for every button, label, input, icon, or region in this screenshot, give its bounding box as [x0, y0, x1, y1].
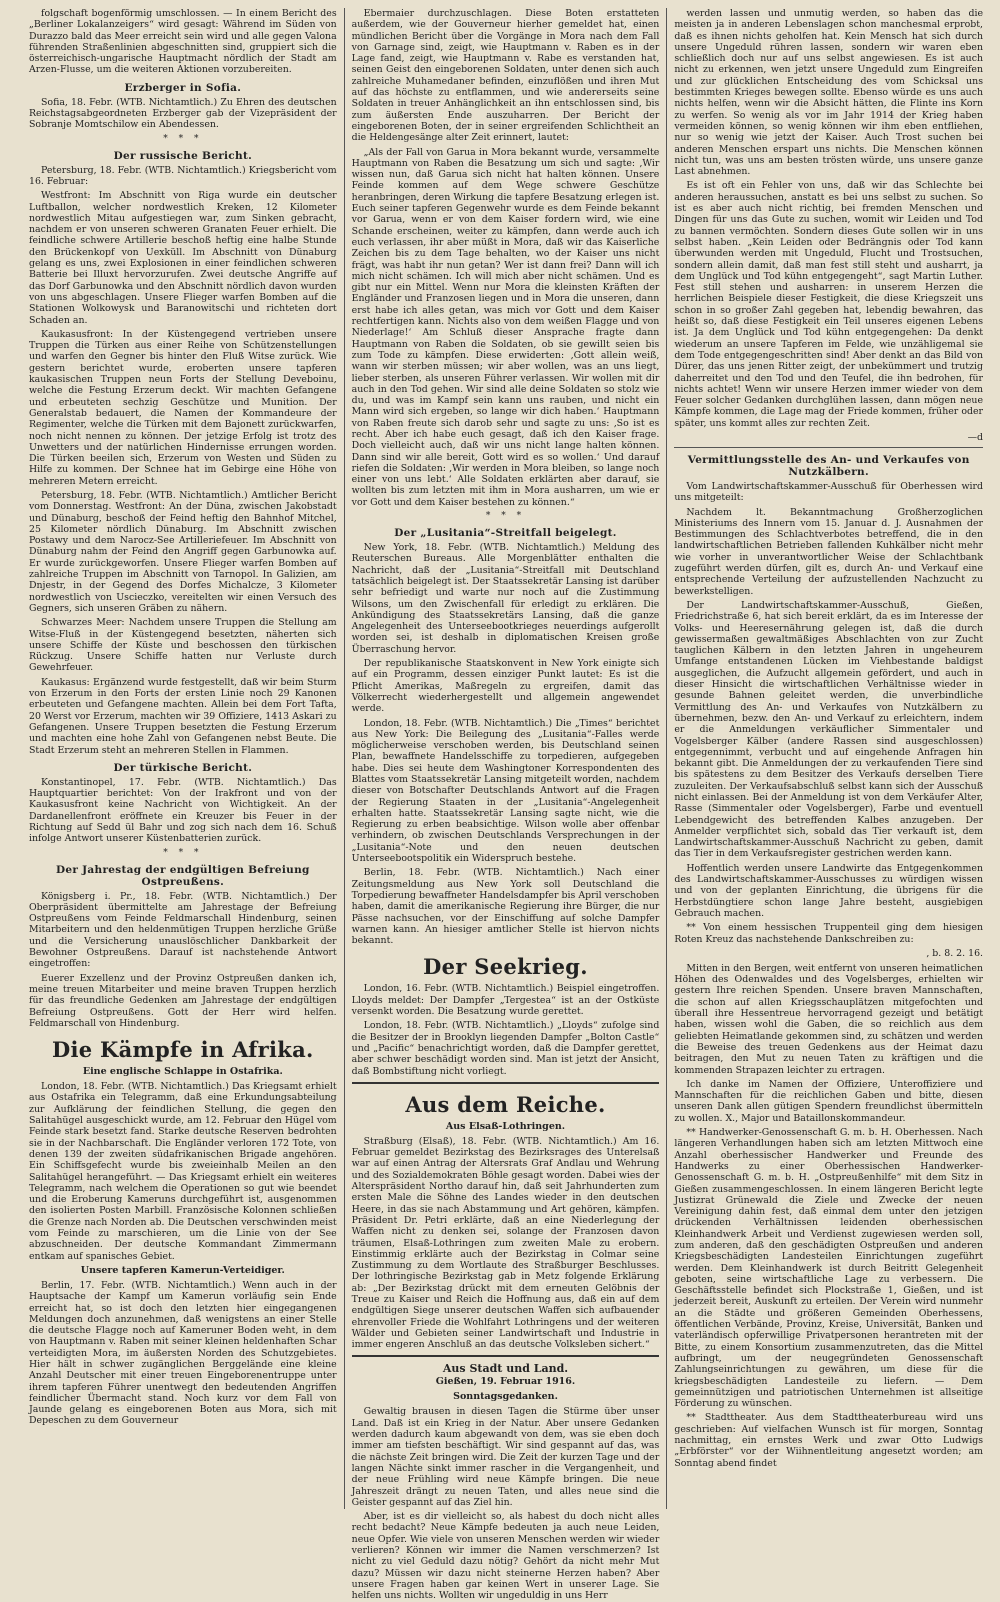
article-text: Der republikanische Staatskonvent in New York einigte sich auf ein Programm, dessen einziger Punkt lautet: Es ist die Pflicht Amerikas, Maßregeln zu ergreifen, damit das Völkerrecht wiederhergestellt und allgemein angewendet werde.	[351, 658, 660, 715]
article-text: Es ist oft ein Fehler von uns, daß wir das Schlechte bei anderen heraussuchen, anstatt es bei uns selbst zu suchen. So ist es aber auch nicht richtig, bei fremden Menschen und Dingen für uns das Gute zu suchen, womit wir Leiden und Tod zu bannen vermöchten. Sondern dieses Gute sollen wir in uns selbst haben. „Kein Leiden oder Bedrängnis oder Tod kann überwunden werden mit Ungeduld, Flucht und Trostsuchen, sondern allein damit, daß man fest still steht und ausharrt, ja dem Unglück und Tod kühn entgegengeht“, sagt Martin Luther. Fest still stehen und ausharren: in unserem Herzen die herrlichen Beispiele dieser Festigkeit, die diese Kriegszeit uns schon in so großer Zahl gegeben hat, lebendig bewahren, das heißt so, daß diese Festigkeit ein Teil unseres eigenen Lebens ist. Ja dem Unglück und Tod kühn entgegengehen: Da denkt wiederum an unsere Tapferen im Felde, wie unzähligemal sie dem Tode entgegengeschritten sind! Aber denkt an das Bild von Dürer, das uns jenen Ritter zeigt, der unbekümmert und trutzig daherreitet und den Tod und den Teufel, die ihn bedrohen, für nichts achtet! Wenn wir unsere Herzen immer wieder von dem Feuer solcher Gedanken durchglühen lassen, dann mögen neue Kämpfe kommen, die Lage mag der Friede kommen, früher oder später, uns kommt alles zur rechten Zeit.	[674, 180, 984, 429]
article-text: Sofia, 18. Febr. (WTB. Nichtamtlich.) Zu Ehren des deutschen Reichstagsabgeordneten Erzberger gab der Vizepräsident der Sobranje Momtschilow ein Abendessen.	[29, 96, 337, 131]
article-text: Konstantinopel, 17. Febr. (WTB. Nichtamtlich.) Das Hauptquartier berichtet: Von der Irakfront und von der Kaukasusfront keine Nachricht von Wichtigkeit. An der Dardanellenfront eröffnete ein Kreuzer bis Feuer in der Richtung auf Sedd ül Bahr und zog sich nach dem 16. Schuß infolge Antwort unserer Küstenbatterien zurück.	[29, 776, 337, 845]
headline: Erzberger in Sofia.	[124, 81, 242, 94]
article-text: Straßburg (Elsaß), 18. Febr. (WTB. Nichtamtlich.) Am 16. Februar gemeldet Bezirkstag des Bezirksrages des Unterelsaß war auf einen Antrag der Altersrats Graf Andlau und Wehrung und des Sozialdemokraten Böhle gesagt worden. Dabei wies der Alterspräsident Northo darauf hin, daß seit Jahrhunderten zum ersten Male die Söhne des Landes wieder in den deutschen Heere, in das sie nach Abstammung und Art gehören, kämpfen. Präsident Dr. Petri erklärte, daß an eine Niederlegung der Waffen nicht zu denken sei, solange der Franzosen davon träumen, Elsaß-Lothringen zum zweiten Male zu erobern. Einstimmig erklärte auch der Bezirkstag in Colmar seine Zustimmung zu dem Wortlaute des Straßburger Beschlusses. Der lothringische Bezirkstag gab in Metz folgende Erklärung ab: „Der Bezirkstag drückt mit dem erneuten Gelöbnis der Treue zu Kaiser und Reich die Hoffnung aus, daß ein auf dem endgültigen Siege unserer deutschen Waffen sich aufbauender ehrenvoller Friede die Wohlfahrt Lothringens und der weiteren Wälder und Gebieten seiner Landwirtschaft und Industrie in immer engeren Anschluß an das deutsche Volksleben sichert.“	[351, 1135, 660, 1351]
separator: * * *	[163, 133, 203, 144]
divider	[352, 1082, 660, 1084]
headline: Der türkische Bericht.	[113, 761, 253, 774]
article-text: London, 18. Febr. (WTB. Nichtamtlich.) „Lloyds“ zufolge sind die Besitzer der in Brooklyn liegenden Dampfer „Bolton Castle“ und „Pacific“ benachrichtigt worden, daß die Dampfer gerettet, aber schwer beschädigt worden sind. Man ist jetzt der Ansicht, daß Bombstiftung nicht vorliegt.	[351, 1020, 660, 1077]
article-text: ** Stadttheater. Aus dem Stadttheaterbureau wird uns geschrieben: Auf vielfachen Wunsch ist für morgen, Sonntag nachmittag, ein ernstes Werk und zwar Otto Ludwigs „Erbförster“ vor der Wiihnentleitung angesetzt worden; am Sonntag abend findet	[674, 1412, 984, 1469]
headline: Vermittlungsstelle des An- und Verkaufes von Nutzkälbern.	[687, 453, 970, 478]
separator: * * *	[163, 847, 203, 858]
article-text: Vom Landwirtschaftskammer-Ausschuß für Oberhessen wird uns mitgeteilt:	[674, 480, 984, 504]
dateline: Gießen, 19. Februar 1916.	[435, 1376, 576, 1388]
section-headline: Die Kämpfe in Afrika.	[52, 1037, 314, 1063]
subheadline: Eine englische Schlappe in Ostafrika.	[82, 1066, 283, 1078]
headline: Der russische Bericht.	[113, 149, 253, 162]
article-text: ** Handwerker-Genossenschaft G. m. b. H. Oberhessen. Nach längeren Verhandlungen haben sich am letzten Mittwoch eine Anzahl oberhessischer Handwerker und Freunde des Handwerks zu einer Oberhessischen Handwerker-Genossenschaft G. m. b. H. „Ostpreußenhilfe“ mit dem Sitz in Gießen zusammengeschlossen. In einem längeren Bericht legte Justizrat Grünewald die Ziele und Zwecke der neuen Vereinigung dahin fest, daß einmal dem unter den jetzigen drückenden Verhältnissen leidenden oberhessischen Kleinhandwerk Arbeit und Verdienst zugewiesen werden soll, zum anderen, daß den geschädigten Ostpreußen und anderen Kriegsbeschädigten Landesteilen Einrichtungen zugeführt werden. Dem Kleinhandwerk ist durch Beitritt Gelegenheit geboten, seine wirtschaftliche Lage zu verbessern. Die Geschäftsstelle befindet sich Plockstraße 1, Gießen, und ist jederzeit bereit, Auskunft zu erteilen. Der Verein wird nunmehr an die Städte und größeren Gemeinden Oberhessens, öffentlichen Verbände, Provinz, Kreise, Universität, Banken und vaterländisch opferwillige Privatpersonen herantreten mit der Bitte, zu einem Konsortium zusammenzutreten, das die Mittel aufbringt, um der neugegründeten Genossenschaft Zahlungseinrichtungen zu gewähren, um diese für die kriegsbeschädigten Landesteile zu liefern. — Dem gemeinnützigen und patriotischen Unternehmen ist allseitige Förderung zu wünschen.	[674, 1127, 984, 1410]
article-text: folgschaft bogenförmig umschlossen. — In einem Bericht des „Berliner Lokalanzeigers“ wird gesagt: Während im Süden von Durazzo bald das Meer erreicht sein wird und alle gegen Valona führenden Straßenlinien abgeschnitten sind, gruppiert sich die österreichisch-ungarische Hauptmacht nördlich der Stadt am Arzen-Flusse, um die weiteren Aktionen vorzubereiten.	[29, 8, 337, 76]
section-headline: Aus Stadt und Land.	[442, 1362, 569, 1376]
article-text: Ebermaier durchzuschlagen. Diese Boten erstatteten außerdem, wie der Gouverneur hierher gemeldet hat, einen mündlichen Bericht über die Vorgänge in Mora nach dem Fall von Garnage sind, zeigt, wie Hauptmann v. Raben es in der Lage fand, zeigt, wie Hauptmann v. Rabe es verstanden hat, seinen Geist den eingeborenen Soldaten, unter denen sich auch zahlreiche Muhamedaner befinden, einzuflößen und ihren Mut auf das höchste zu entflammen, und wie andererseits seine Soldaten in treuer Anhänglichkeit an ihn entschlossen sind, bis zum äußersten Ende auszuharren. Der Bericht der eingeborenen Boten, der in seiner ergreifenden Schlichtheit an die Heldengesänge alter Zeit erinnert, lautet:	[351, 8, 660, 144]
article-text: London, 18. Febr. (WTB. Nichtamtlich.) Die „Times“ berichtet aus New York: Die Beilegung des „Lusitania“-Falles werde möglicherweise verschoben werden, bis Deutschland seinen Plan, bewaffnete Handelsschiffe zu torpedieren, aufgegeben habe. Dies sei heute dem Washingtoner Korrespondenten des Blattes vom Staatssekretär Lansing mitgeteilt worden, nachdem dieser von Botschafter Deutschlands Antwort auf die Fragen der Regierung Staaten in der „Lusitania“-Angelegenheit erhalten hatte. Staatssekretär Lansing sagte nicht, wie die Regierung zu erben beabsichtige. Wilson wolle aber offenbar verhindern, ob zwischen Deutschlands Versprechungen in der „Lusitania“-Note und den neuen deutschen Unterseebootspolitik ein Widerspruch bestehe.	[351, 717, 660, 865]
article-text: Berlin, 17. Febr. (WTB. Nichtamtlich.) Wenn auch in der Hauptsache der Kampf um Kamerun vorläufig sein Ende erreicht hat, so ist doch den letzten hier eingegangenen Meldungen doch anzunehmen, daß wenigstens an einer Stelle die deutsche Flagge noch auf Kameruner Boden weht, in dem von Hauptmann v. Raben mit seiner kleinen heldenhaften Schar verteidigten Mora, im äußersten Norden des Schutzgebietes. Hier hält in schwer zugänglichen Berggelände eine kleine Anzahl Deutscher mit einer treuen Eingeborenentruppe unter ihrem tapferen Führer unentwegt den bedeutenden Angriffen feindlicher Übermacht stand. Noch kurz vor dem Fall von Jaunde gelang es eingeborenen Boten aus Mora, sich mit Depeschen zu dem Gouverneur	[29, 1279, 337, 1427]
divider	[352, 1355, 660, 1357]
article-text: Westfront: Im Abschnitt von Riga wurde ein deutscher Luftballon, welcher nordwestlich Kreken, 12 Kilometer nordwestlich Mitau aufgestiegen war, zum Sinken gebracht, nachdem er von unseren schweren Granaten Feuer erhielt. Die feindliche schwere Artillerie beschoß heftig eine halbe Stunde den Brückenkopf von Uexküll. Im Abschnitt von Dünaburg gelang es uns, zwei Explosionen in einer feindlichen schweren Batterie bei Illuxt hervorzurufen. Zwei deutsche Angriffe auf das Dorf Garbunowka und den Abschnitt nördlich davon wurden von uns abgeschlagen. Unsere Flieger warfen Bomben auf die Stationen Wolkowysk und Baranowitschi und richteten dort Schaden an.	[29, 190, 337, 326]
article-text: ** Von einem hessischen Truppenteil ging dem hiesigen Roten Kreuz das nachstehende Dankschreiben zu:	[674, 922, 984, 945]
subheadline: Sonntagsgedanken.	[453, 1391, 558, 1403]
divider	[674, 447, 983, 448]
column-3	[667, 8, 990, 1509]
article-text: werden lassen und unmutig werden, so haben das die meisten ja in anderen Lebenslagen schon manchesmal erprobt, daß es ihnen nichts geholfen hat. Kein Mensch hat sich durch unsere Ungeduld rühren lassen, sondern wir waren eben schließlich doch nur auf uns selbst angewiesen. Es ist auch nicht zu erkennen, wen jetzt unsere Ungeduld zum Eingreifen und zur glücklichen Entscheidung des vom Schicksal uns bestimmten Krieges bewegen sollte. Ebenso würde es uns auch nichts helfen, wenn wir die Absicht hätten, die Flinte ins Korn zu werfen. So wenig als vor im Jahr 1914 der Krieg haben vermeiden können, so wenig können wir ihm eben entfliehen, nur so wenig wie jetzt der Kaiser. Auch Trost suchen bei anderen Menschen erspart uns nichts. Die Menschen können nicht tun, was uns am besten trösten würde, uns unsere ganze Last abnehmen.	[674, 8, 984, 178]
column-2	[345, 8, 668, 1602]
dateline: , b. 8. 2. 16.	[926, 947, 984, 959]
headline: Der Jahrestag der endgültigen Befreiung Ostpreußens.	[55, 863, 310, 888]
separator: * * *	[485, 511, 526, 522]
article-text: Kaukasus: Ergänzend wurde festgestellt, daß wir beim Sturm von Erzerum in den Forts der ersten Linie noch 29 Kanonen erbeuteten und Gefangene machten. Allein bei dem Fort Tafta, 20 Werst vor Erzerum, machten wir 39 Offiziere, 1413 Askari zu Gefangenen. Unsere Truppen besetzten die Festung Erzerum und machten eine hohe Zahl von Gefangenen nebst Beute. Die Stadt Erzerum steht an mehreren Stellen in Flammen.	[29, 676, 337, 756]
article-text: New York, 18. Febr. (WTB. Nichtamtlich.) Meldung des Reuterschen Bureaus. Alle Morgenblätter enthalten die Nachricht, daß der „Lusitania“-Streitfall mit Deutschland tatsächlich beigelegt ist. Der Staatssekretär Lansing ist darüber sehr befriedigt und warte nur noch auf die Zustimmung Wilsons, um den Zwischenfall für erledigt zu erklären. Die Ankündigung des Staatssekretärs Lansing, daß die ganze Angelegenheit des Unterseebootkrieges neuerdings aufgerollt worden sei, ist deshalb in diplomatischen Kreisen große Überraschung hervor.	[351, 542, 660, 655]
article-text: Hoffentlich werden unsere Landwirte das Entgegenkommen des Landwirtschaftskammer-Ausschusses zu würdigen wissen und von der geplanten Einrichtung, die übrigens für die Herbstdüngtiere schon lange Jahre besteht, ausgiebigen Gebrauch machen.	[674, 862, 984, 919]
article-text: Gewaltig brausen in diesen Tagen die Stürme über unser Land. Daß ist ein Krieg in der Natur. Aber unsere Gedanken werden dadurch kaum abgewandt von dem, was sie eben doch immer am tiefsten beschäftigt. Wir sind gespannt auf das, was die nächste Zeit bringen wird. Die Zeit der kurzen Tage und der langen Nächte sinkt immer rascher in die Vergangenheit, und der neue Frühling wird neue Kämpfe bringen. Die neue Jahreszeit drängt zu neuen Taten, und alles neue sind die Geister gespannt auf das Ziel hin.	[351, 1406, 660, 1508]
article-text: Aber, ist es dir vielleicht so, als habest du doch nicht alles recht bedacht? Neue Kämpfe bedeuten ja auch neue Leiden, neue Opfer. Wie viele von unseren Menschen werden wir wieder verlieren? Können wir immer die Namen verschmerzen? Ist nicht zu viel Geduld dazu nötig? Gehört da nicht mehr Mut dazu? Müssen wir dazu nicht steinerne Herzen haben? Aber unsere Fragen haben gar keinen Wert in unserer Lage. Sie helfen uns nichts. Wollten wir ungeduldig in uns Herr	[351, 1511, 660, 1602]
article-text: „Als der Fall von Garua in Mora bekannt wurde, versammelte Hauptmann von Raben die Besatzung um sich und sagte: ‚Wir wissen nun, daß Garua sich nicht hat halten können. Unsere Feinde kommen auf dem Wege schwere Geschütze heranbringen, deren Wirkung die tapfere Besatzung erlegen ist. Euch seiner tapferen Gegenwehr wurde es dem Feinde bekannt vor Garua, wenn er von dem Kaiser fordern wird, wie eine Schande erscheinen, weiter zu kämpfen, dann werde auch ich euch verlassen, ihr aber müßt in Mora, daß wir das Kaiserliche Zeichen bis zu dem Tage behalten, wo der Kaiser uns nicht frägt, was habt ihr nun getan? Wer ist dann frei? Dann will ich mich nicht schämen. Ich will mich aber nicht schämen. Und es gibt nur ein Mittel. Wenn nur Mora die kleinsten Kräften der Engländer und Franzosen liegen und in Mora die unseren, dann erst habe ich alles getan, was mich vor Gott und dem Kaiser rechtfertigen kann. Nichts also von dem weißen Flagge und von Niederlage!‘ Am Schluß dieser Ansprache fragte dann Hauptmann von Raben die Soldaten, ob sie gewillt seien bis zum Tode zu kämpfen. Diese erwiderten: ‚Gott allein weiß, wann wir sterben müssen; wir aber wollen, was an uns liegt, lieber sterben, als unseren Führer verlassen. Wir wollen mit dir auch in den Tod gehen. Wir sind alle deine Soldaten so stolz wie du, und was im Kampf sein kann uns rauben, und nicht ein Mann wird sich ergeben, so lange wir dich haben.‘ Hauptmann von Raben freute sich darob sehr und sagte zu uns: ‚So ist es recht. Aber ich habe euch gesagt, daß ich den Kaiser frage. Doch vielleicht auch, daß wir uns nicht lange halten können. Dann sind wir alle bereit, Gott wird es so wollen.‘ Und darauf riefen die Soldaten: ‚Wir werden in Mora bleiben, so lange noch einer von uns lebt.‘ Alle Soldaten erklärten aber darauf, sie wollten bis zum letzten mit ihm in Mora ausharren, um wie er vor Gott und dem Kaiser bestehen zu können.“	[351, 146, 660, 508]
section-headline: Aus dem Reiche.	[405, 1091, 606, 1117]
article-text: Königsberg i. Pr., 18. Febr. (WTB. Nichtamtlich.) Der Oberpräsident übermittelte am Jahrestage der Befreiung Ostpreußens vom Feinde Feldmarschall Hindenburg, seinen Mitarbeitern und den heldenmütigen Truppen herzliche Grüße und die Versicherung unauslöschlicher Dankbarkeit der Bewohner Ostpreußens. Darauf ist nachstehende Antwort eingetroffen:	[29, 890, 337, 970]
section-headline: Der Seekrieg.	[423, 954, 588, 980]
article-text: Mitten in den Bergen, weit entfernt von unseren heimatlichen Höhen des Odenwaldes und des Vogelsberges, erhielten wir gestern Ihre reichen Spenden. Unsere braven Mannschaften, die schon auf allen Kriegsschauplätzen mitgefochten und überall ihre Hessentreue hervorragend gezeigt und betätigt haben, wissen wohl die Gaben, die so reichlich aus dem geliebten Heimatlande gekommen sind, zu schätzen und werden die Beweise des treuen Gedenkens aus der Heimat dazu beitragen, den Mut zu neuen Taten zu kräftigen und die kommenden Strapazen leichter zu ertragen.	[674, 962, 984, 1076]
article-text: London, 18. Febr. (WTB. Nichtamtlich.) Das Kriegsamt erhielt aus Ostafrika ein Telegramm, daß eine Erkundungsabteilung zur Aufklärung der feindlichen Stellung, die gegen den Salitahügel ausgeschickt wurde, am 12. Februar den Hügel vom Feinde stark besetzt fand. Starke deutsche Reserven bedrohten sie in der Nachbarschaft. Die Engländer verloren 172 Tote, von denen 139 der zweiten südafrikanischen Brigade angehören. Ein Schiffsgefecht wurde bis zweieinhalb Meilen an den Salitahügel herangeführt. — Das Kriegsamt erhielt ein weiteres Telegramm, nach welchem die Operationen so gut wie beendet und die Eroberung Kameruns durchgeführt ist, ausgenommen den isolierten Posten Marbill. Französische Kolonnen schließen die Grenze nach Norden ab. Die Deutschen verschwinden meist vom Feinde zu marschieren, um die Linie von der See abzuschneiden. Der deutsche Kommandant Zimmermann entkam auf spanisches Gebiet.	[29, 1081, 337, 1262]
signature: —d	[967, 431, 984, 443]
subheadline: Aus Elsaß-Lothringen.	[445, 1120, 566, 1132]
article-text: Euerer Exzellenz und der Provinz Ostpreußen danken ich, meine treuen Mitarbeiter und meine braven Truppen herzlich für das freundliche Gedenken am Jahrestage der endgültigen Befreiung Ostpreußens. Gott der Herr wird helfen. Feldmarschall von Hindenburg.	[29, 972, 337, 1029]
article-text: Nachdem lt. Bekanntmachung Großherzoglichen Ministeriums des Innern vom 15. Januar d. J. Ausnahmen der Bestimmungen des Schlachtverbotes betreffend, die in den landwirtschaftlichen Betrieben fallenden Kuhkälber nicht mehr wie vorher in unverantwortlicher Weise der Schlachtbank zugeführt werden dürfen, gilt es, durch An- und Verkauf eine entsprechende Verteilung der aufzustellenden Nachzucht zu bewerkstelligen.	[674, 506, 984, 597]
column-1	[22, 8, 345, 1509]
article-text: Berlin, 18. Febr. (WTB. Nichtamtlich.) Nach einer Zeitungsmeldung aus New York soll Deutschland die Torpedierung bewaffneter Handelsdampfer bis April verschoben haben, damit die amerikanische Regierung ihre Bürger, die nur Pässe nachsuchen, vor der Einschiffung auf solche Dampfer warnen kann. An hiesiger amtlicher Stelle ist hiervon nichts bekannt.	[351, 867, 660, 947]
article-text: Schwarzes Meer: Nachdem unsere Truppen die Stellung am Witse-Fluß in der Küstengegend besetzten, näherten sich unsere Schiffe der Küste und beschossen den türkischen Rückzug. Unsere Schiffe hatten nur Verluste durch Gewehrfeuer.	[29, 617, 337, 674]
headline: Der „Lusitania“-Streitfall beigelegt.	[394, 527, 617, 540]
article-text: Kaukasusfront: In der Küstengegend vertrieben unsere Truppen die Türken aus einer Reihe von Schützenstellungen und warfen den Gegner bis hinter den Fluß Witse zurück. Wie gestern berichtet wurde, eroberten unsere tapferen kaukasischen Truppen neun Forts der Stellung Deveboinu, welche die Festung Erzerum deckt. Wir machten Gefangene und erbeuteten sechzig Geschütze und Munition. Der Generalstab bedauert, die Namen der Kommandeure der Regimenter, welche die Türken mit dem Bajonett zurückwarfen, noch nicht nennen zu können. Der jetzige Erfolg ist trotz des Unwetters und der natürlichen Hindernisse errungen worden. Die Türken beeilen sich, Erzerum von Westen und Süden zu Hilfe zu kommen. Der Schnee hat im Gebirge eine Höhe von mehreren Metern erreicht.	[29, 328, 337, 487]
article-text: Petersburg, 18. Febr. (WTB. Nichtamtlich.) Kriegsbericht vom 16. Februar:	[29, 164, 337, 187]
subheadline: Unsere tapferen Kamerun-Verteidiger.	[80, 1264, 285, 1276]
article-text: Ich danke im Namen der Offiziere, Unteroffiziere und Mannschaften für die reichlichen Gaben und bitte, diesen unseren Dank allen gütigen Spendern freundlichst übermitteln zu wollen. X., Major und Bataillonskommandeur.	[674, 1078, 984, 1124]
article-text: Der Landwirtschaftskammer-Ausschuß, Gießen, Friedrichstraße 6, hat sich bereit erklärt, da es im Interesse der Volks- und Heeresernährung gelegen ist, daß die durch gewissermaßen gewaltmäßiges Abschlachten von zur Zucht tauglichen Kälbern in den letzten Jahren in ungeheurem Umfange entstandenen Lücken im Viehbestande baldigst ausgeglichen, die Aufzucht allgemein gefördert, und auch in dieser Hinsicht die wirtschaftlichen Verhältnisse wieder in gesunde Bahnen geleitet werden, die unverbindliche Vermittlung des An- und Verkaufes von Nutzkälbern zu übernehmen, bezw. den An- und Verkauf zu erleichtern, indem er die Anmeldungen verkäuflicher Simmentaler und Vogelsberger Kälber (andere Rassen sind ausgeschlossen) entgegennimmt, verbucht und auf eingehende Anfragen hin bekannt gibt. Die Anmeldungen der zu verkaufenden Tiere sind bis spätestens zu dem Besitzer des Verkaufs derselben Tiere zuzuleiten. Der Verkaufsabschluß selbst kann sich der Ausschuß nicht einlassen. Bei der Anmeldung ist von dem Verkäufer Alter, Rasse (Simmentaler oder Vogelsberger), Farbe und eventuell Lebendgewicht des betreffenden Kalbes anzugeben. Der Anmelder verpflichtet sich, sobald das Tier verkauft ist, dem Landwirtschaftskammer-Ausschuß Nachricht zu geben, damit das Tier in dem Verkaufsregister gestrichen werden kann.	[674, 599, 984, 860]
article-text: London, 16. Febr. (WTB. Nichtamtlich.) Beispiel eingetroffen. Lloyds meldet: Der Dampfer „Tergestea“ ist an der Ostküste versenkt worden. Die Besatzung wurde gerettet.	[351, 983, 660, 1018]
article-text: Petersburg, 18. Febr. (WTB. Nichtamtlich.) Amtlicher Bericht vom Donnerstag. Westfront: An der Düna, zwischen Jakobstadt und Dünaburg, beschoß der Feind heftig den Bahnhof Mitchel, 25 Kilometer nördlich Dünaburg. Im Abschnitt zwischen Postawy und dem Narocz-See Artilleriefeuer. Im Abschnitt von Dünaburg nahm der Feind den Angriff gegen Garbunowka auf. Er wurde zurückgeworfen. Unsere Flieger warfen Bomben auf zahlreiche Truppen im Abschnitt von Tarnopol. In Galizien, am Dnjestr, in der Gegend des Dorfes Michalcze, 3 Kilometer nordwestlich von Uscieczko, vereitelten wir einen Versuch des Gegners, sich unseren Gräben zu nähern.	[29, 489, 337, 614]
